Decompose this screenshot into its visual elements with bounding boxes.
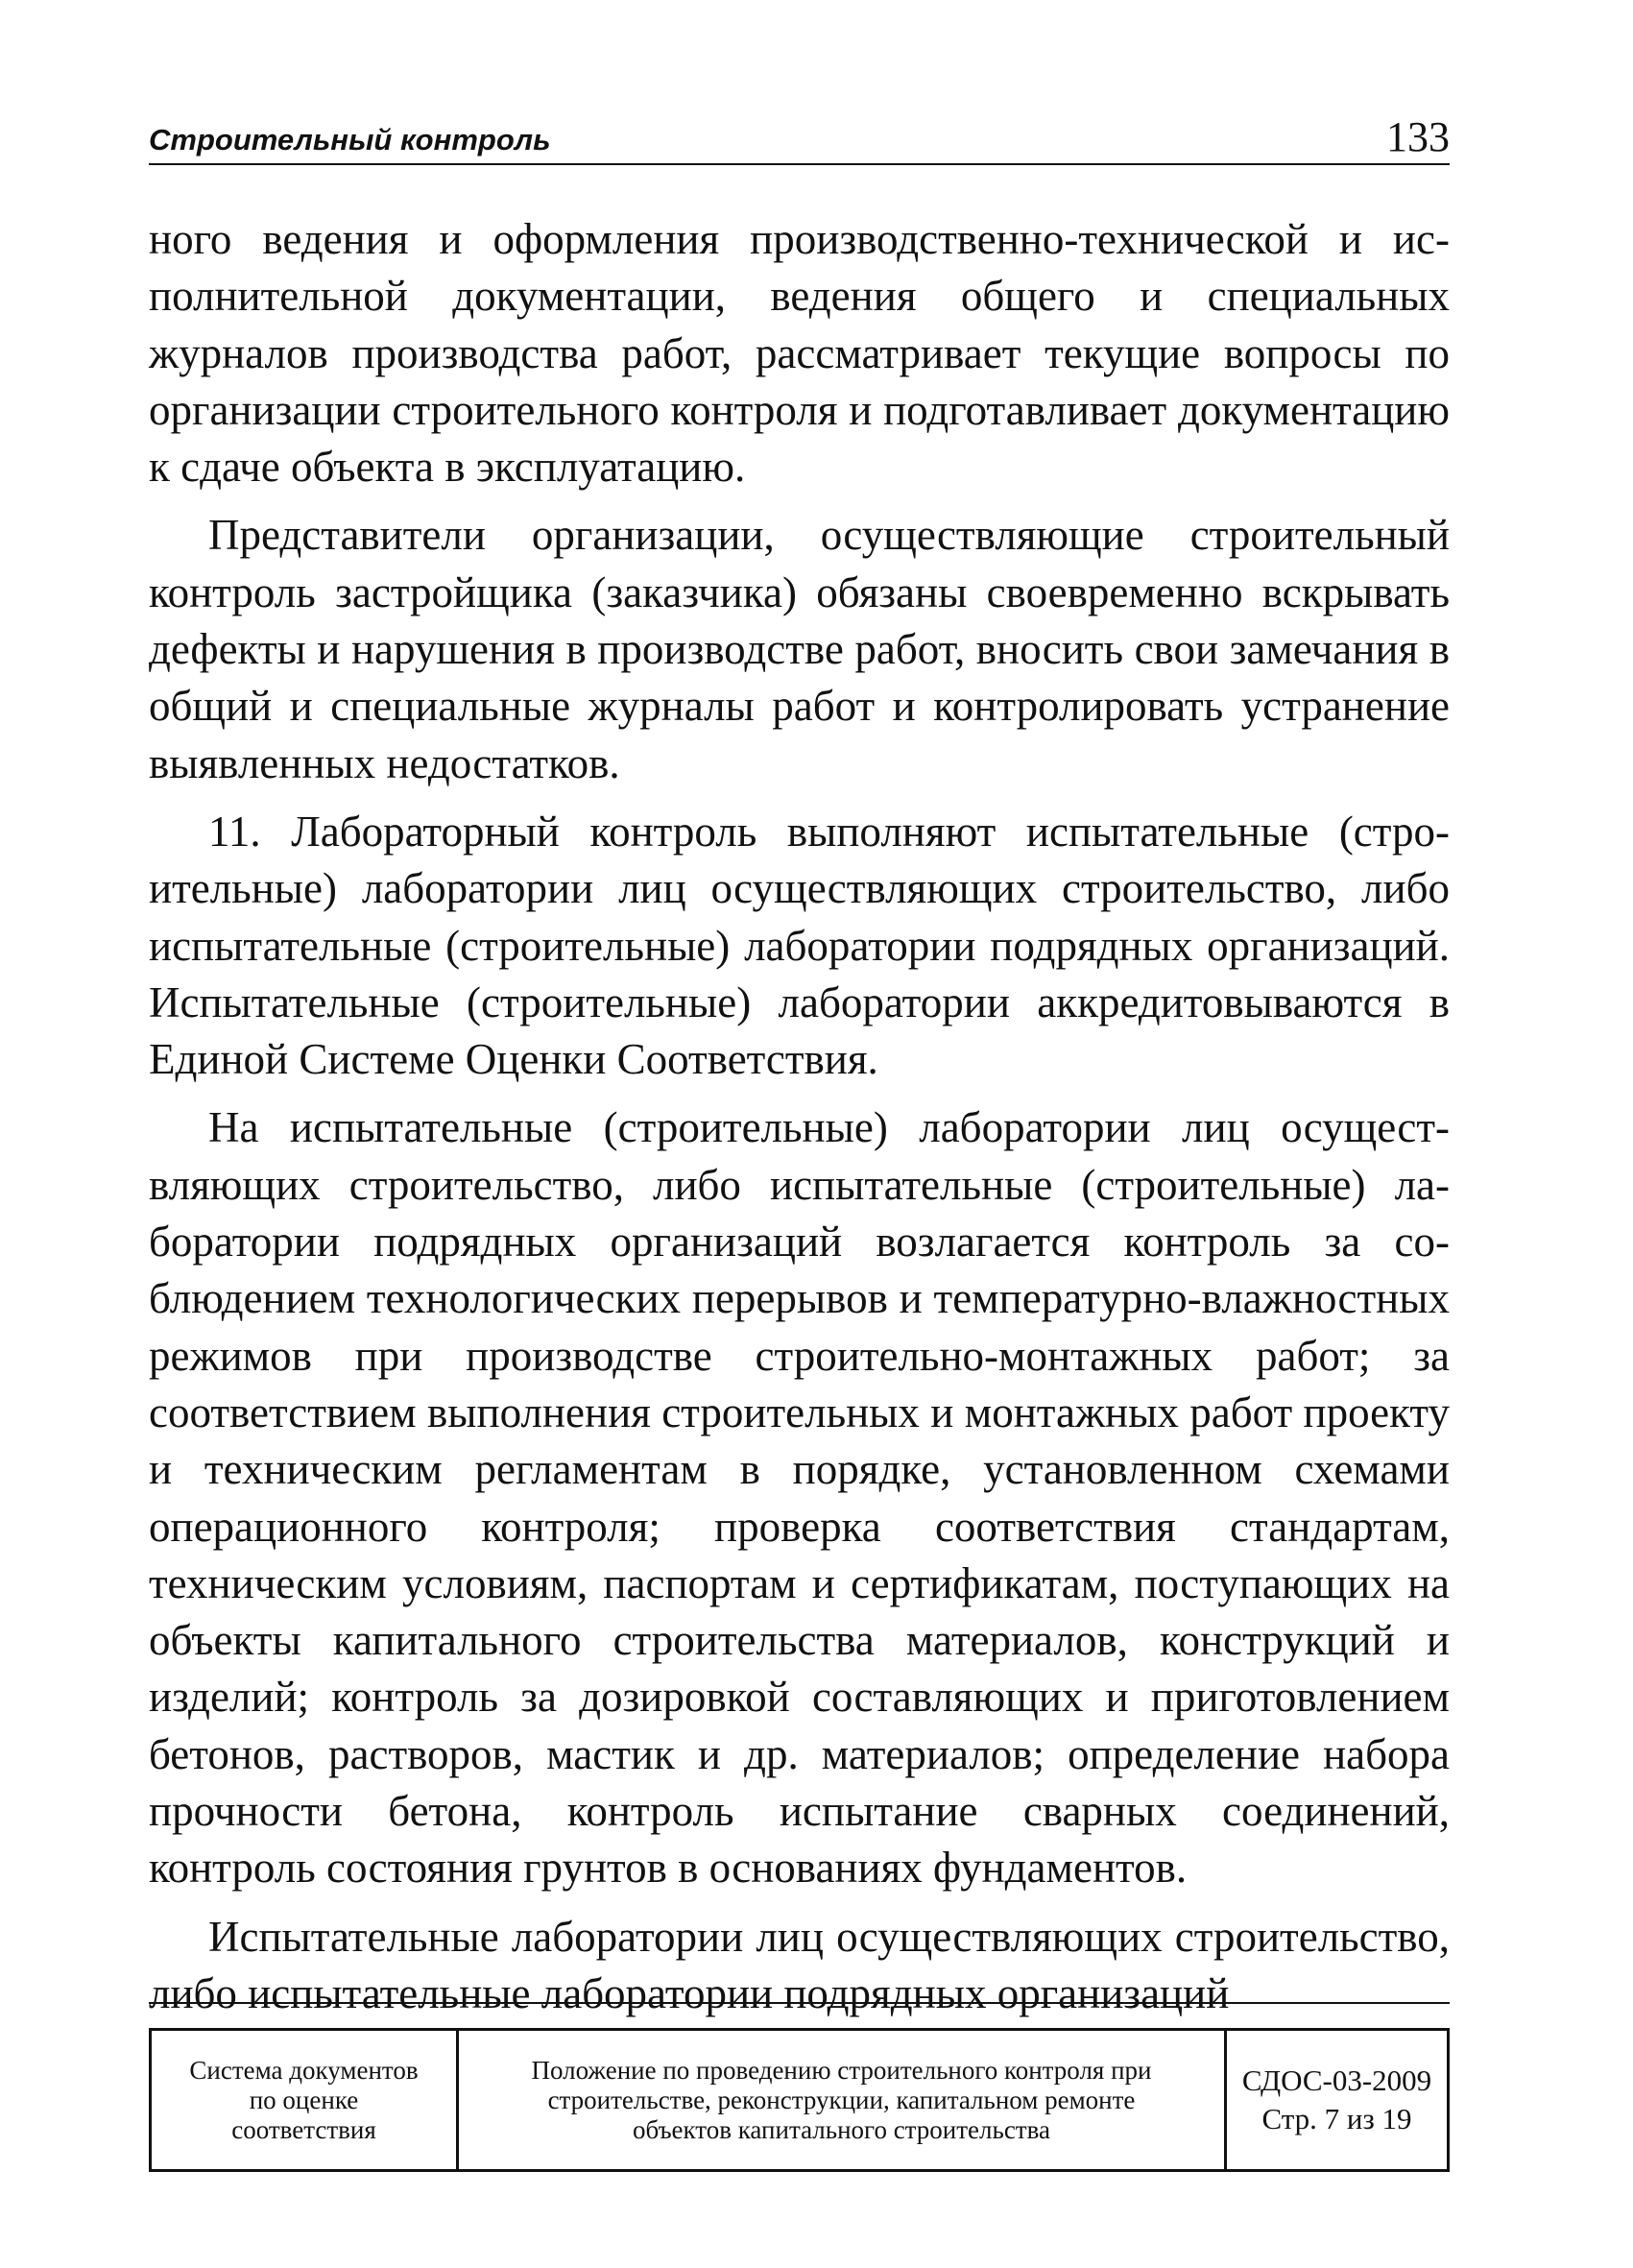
footer-document-line: строительстве, реконструкции, капитальном ремонте — [547, 2085, 1136, 2114]
footer-document-cell — [459, 2031, 1227, 2169]
footer-document-line: объектов капитального строительства — [633, 2114, 1050, 2144]
paragraph-continuation: ного ведения и оформления производственно-технической и исполнительной документации, ведения общего и специальных журналов производства работ, рассматривает текущие вопросы по организации строительного контроля и подготавливает документацию к сдаче объекта в эксплуатацию. — [149, 215, 1450, 492]
document-code: СДОС-03-2009 — [1241, 2063, 1432, 2097]
body-text — [149, 211, 1450, 2034]
footer-system-cell — [152, 2031, 459, 2169]
footer-system-line: соответствия — [231, 2114, 376, 2144]
page-info: Стр. 7 из 19 — [1261, 2102, 1412, 2135]
running-title: Строительный контроль — [149, 123, 551, 157]
paragraph-representatives: Представители организации, осуществляющие строительный контроль застройщика (заказчика) обязаны своевременно вскрывать дефекты и нарушения в производстве работ, вносить свои замечания в общий и специальные журналы работ и контролировать устранение выявленных недостатков. — [149, 511, 1450, 787]
footer-code-cell — [1227, 2031, 1447, 2169]
footer-document-line: Положение по проведению строительного контроля при — [531, 2055, 1152, 2085]
page-number: 133 — [1386, 113, 1450, 160]
footer-table — [149, 2028, 1450, 2172]
footer-system-line: по оценке — [249, 2085, 359, 2114]
page-header — [149, 108, 1450, 165]
paragraph-testing-labs: Испытательные лаборатории лиц осуществляющих строительство, либо испытательные лаборатории подрядных организаций — [149, 1912, 1450, 2017]
footer-system-line: Система документов — [189, 2055, 419, 2085]
paragraph-laboratory-duties: На испытательные (строительные) лаборатории лиц осуществляющих строительство, либо испытательные (строительные) лаборатории подрядных организаций возлагается контроль за соблюдением технологических перерывов и температурно-влажностных режимов при производстве строительно-монтажных работ; за соответствием выполнения строительных и монтажных работ проекту и техническим регламентам в порядке, установленном схемами операционного контроля; проверка соответствия стандартам, техническим условиям, паспортам и сертификатам, поступающих на объекты капитального строительства материалов, конструкций и изделий; контроль за дозировкой составляющих и приготовлением бетонов, растворов, мастик и др. материалов; определение набора прочности бетона, контроль испытание сварных соединений, контроль состояния грунтов в основаниях фундаментов. — [149, 1103, 1450, 1893]
paragraph-item-11: 11. Лабораторный контроль выполняют испытательные (строительные) лаборатории лиц осуществляющих строительство, либо испытательные (строительные) лаборатории подрядных организаций. Испытательные (строительные) лаборатории аккредитовываются в Единой Системе Оценки Соответствия. — [149, 807, 1450, 1084]
bottom-divider — [149, 2002, 1450, 2004]
